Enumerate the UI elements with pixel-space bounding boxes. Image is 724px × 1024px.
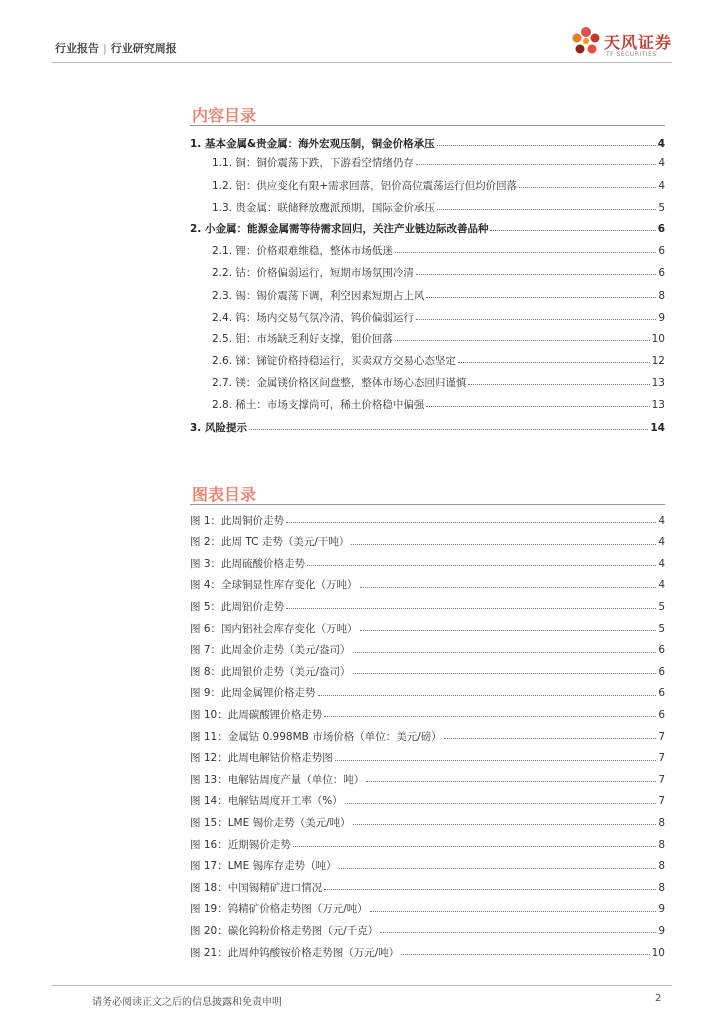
toc-entry[interactable] [212,307,665,323]
report-type: 行业报告 [55,42,99,55]
dot-leader [416,273,656,275]
figure-entry[interactable] [190,769,665,785]
toc-entry-text: 2.7. 镁：金属镁价格区间盘整，整体市场心态回归谨慎 [212,376,467,389]
figure-entry[interactable] [190,661,665,677]
figure-entry-text: 图 17：LME 锡库存走势（吨） [190,860,337,873]
toc-entry[interactable] [212,350,665,366]
toc-entry[interactable] [212,285,665,301]
figure-entry[interactable] [190,596,665,612]
toc-title: 内容目录 [192,106,257,125]
figure-entry-text: 图 10：此周碳酸锂价格走势 [190,708,323,721]
dot-leader [351,543,656,545]
toc-entry-page: 8 [658,289,665,302]
figure-entry-text: 图 12：此周电解钴价格走势图 [190,752,333,765]
figure-entry-page: 4 [658,514,665,527]
dot-leader [519,186,656,188]
report-subtype: 行业研究周报 [110,42,177,55]
dot-leader [360,629,657,631]
dot-leader [249,428,648,430]
logo-name-en: TF SECURITIES [606,51,657,58]
toc-entry-page: 6 [657,222,665,235]
figure-entry[interactable] [190,532,665,548]
figure-entry-text: 图 3：此周硫酸价格走势 [190,557,306,570]
figure-entry-text: 图 18：中国锡精矿进口情况 [190,881,323,894]
figure-entry-text: 图 21：此周仲钨酸铵价格走势图（万元/吨） [190,946,400,959]
disclaimer-footer: 请务必阅读正文之后的信息披露和免责申明 [92,997,282,1008]
toc-entry-text: 2.3. 锡：锡价震荡下调，利空因素短期占上风 [212,289,425,302]
figure-entry-page: 4 [658,536,665,549]
figure-entry[interactable] [190,920,665,936]
toc-entry-text: 2.2. 钴：价格偏弱运行，短期市场氛围冷清 [212,266,414,279]
dot-leader [293,845,657,847]
toc-entry-text: 2.4. 钨：场内交易气氛冷清，钨价偏弱运行 [212,311,414,324]
figure-entry-page: 7 [658,730,665,743]
figure-entry-text: 图 11：金属钴 0.998MB 市场价格（单位：美元/磅） [190,730,442,743]
toc-entry-text: 2.8. 稀土：市场支撑尚可，稀土价格稳中偏强 [212,398,425,411]
figure-title-rule [190,504,665,505]
figure-entry-page: 8 [658,881,665,894]
figure-entry-page: 9 [658,924,665,937]
figure-entry-text: 图 14：电解钴周度开工率（%） [190,795,343,808]
toc-entry[interactable] [212,197,665,213]
toc-entry-page: 14 [650,421,665,434]
dot-leader [426,405,649,407]
figure-entry-text: 图 1：此周铜价走势 [190,514,285,527]
dot-leader [416,318,656,320]
figure-entry-page: 7 [658,795,665,808]
figure-entry-page: 7 [658,773,665,786]
figure-entry[interactable] [190,618,665,634]
figure-entry[interactable] [190,856,665,872]
figure-entry-page: 5 [658,622,665,635]
figure-entry-page: 6 [658,644,665,657]
dot-leader [490,229,655,231]
dot-leader [307,564,656,566]
toc-entry-text: 2.6. 锑：锑锭价格持稳运行，买卖双方交易心态坚定 [212,354,456,367]
figure-entry-text: 图 5：此周铝价走势 [190,600,285,613]
dot-leader [370,910,657,912]
dot-leader [416,163,656,165]
page-number: 2 [655,993,662,1004]
toc-entry[interactable] [212,262,665,278]
toc-entry[interactable] [212,152,665,168]
dot-leader [353,651,657,653]
figure-entry-text: 图 8：此周银价走势（美元/盎司） [190,665,351,678]
dot-leader [324,715,656,717]
toc-entry-page: 6 [658,244,665,257]
dot-leader [318,694,657,696]
toc-title-rule [190,125,665,126]
figure-entry-page: 6 [658,687,665,700]
toc-entry-text: 2. 小金属：能源金属需等待需求回归，关注产业链边际改善品种 [190,222,489,235]
toc-entry-page: 12 [651,354,665,367]
toc-entry-page: 10 [651,332,665,345]
dot-leader [360,586,657,588]
company-logo [570,24,690,64]
toc-entry[interactable] [190,133,665,149]
figure-entry-text: 图 20：碳化钨粉价格走势图（元/千克） [190,924,379,937]
figure-entry[interactable] [190,899,665,915]
figure-entry-page: 8 [658,816,665,829]
dot-leader [380,931,656,933]
figure-entry[interactable] [190,510,665,526]
figure-entry[interactable] [190,834,665,850]
flower-logo-icon [570,24,602,60]
figure-entry-text: 图 7：此周金价走势（美元/盎司） [190,644,351,657]
figure-entry-text: 图 16：近期锡价走势 [190,838,291,851]
figure-entry[interactable] [190,748,665,764]
figure-entry-page: 6 [658,665,665,678]
dot-leader [401,953,649,955]
report-header [55,40,177,56]
figure-entry-page: 10 [651,946,665,959]
dot-leader [437,144,656,146]
toc-entry[interactable] [212,175,665,191]
dot-leader [286,607,656,609]
toc-entry-text: 1.3. 贵金属：联储释放鹰派预期，国际金价承压 [212,201,435,214]
toc-entry-text: 1.1. 铜：铜价震荡下跌，下游看空情绪仍存 [212,156,414,169]
figure-entry-text: 图 9：此周金属锂价格走势 [190,687,316,700]
toc-entry-page: 5 [658,201,665,214]
dot-leader [395,251,656,253]
toc-entry[interactable] [212,394,665,410]
toc-entry-page: 4 [658,156,665,169]
figure-entry-text: 图 13：电解钴周度产量（单位：吨） [190,773,365,786]
figure-entry[interactable] [190,812,665,828]
figure-entry[interactable] [190,704,665,720]
dot-leader [468,383,649,385]
dot-leader [353,672,657,674]
toc-entry[interactable] [190,218,665,234]
figure-entry[interactable] [190,683,665,699]
toc-entry[interactable] [212,328,665,344]
toc-entry-text: 2.5. 钼：市场缺乏利好支撑，钼价回落 [212,332,393,345]
figure-list-title: 图表目录 [192,485,257,504]
figure-entry-page: 6 [658,708,665,721]
logo-name-cn: 天风证券 [604,33,673,52]
toc-entry-page: 4 [657,137,665,150]
dot-leader [324,888,656,890]
figure-entry-page: 7 [658,752,665,765]
dot-leader [395,339,650,341]
toc-entry-page: 4 [658,179,665,192]
toc-entry-page: 13 [651,398,665,411]
toc-entry-page: 6 [658,266,665,279]
footer-rule [52,985,672,986]
figure-entry[interactable] [190,942,665,958]
dot-leader [437,208,656,210]
toc-entry-text: 3. 风险提示 [190,421,247,434]
figure-entry-text: 图 15：LME 锡价走势（美元/吨） [190,816,351,829]
toc-entry-text: 2.1. 锂：价格艰难维稳，整体市场低迷 [212,244,393,257]
toc-entry-page: 9 [658,311,665,324]
figure-entry[interactable] [190,726,665,742]
figure-entry[interactable] [190,640,665,656]
dot-leader [286,521,656,523]
dot-leader [335,759,657,761]
figure-entry-page: 4 [658,579,665,592]
toc-entry-text: 1. 基本金属&贵金属：海外宏观压制，铜金价格承压 [190,137,435,150]
figure-entry-text: 图 2：此周 TC 走势（美元/干吨） [190,536,350,549]
figure-entry[interactable] [190,877,665,893]
toc-entry-page: 13 [651,376,665,389]
figure-entry-page: 9 [658,903,665,916]
figure-entry-page: 5 [658,600,665,613]
dot-leader [458,361,650,363]
figure-entry[interactable] [190,791,665,807]
dot-leader [366,780,656,782]
figure-entry-text: 图 4：全球铜显性库存变化（万吨） [190,579,358,592]
dot-leader [444,737,657,739]
figure-entry-text: 图 19：钨精矿价格走势图（万元/吨） [190,903,368,916]
dot-leader [353,823,657,825]
toc-entry[interactable] [190,417,665,433]
figure-entry-text: 图 6：国内铝社会库存变化（万吨） [190,622,358,635]
toc-entry[interactable] [212,240,665,256]
header-separator: | [103,42,107,55]
figure-entry-page: 8 [658,838,665,851]
figure-entry-page: 4 [658,557,665,570]
toc-entry-text: 1.2. 铝：供应变化有限+需求回落，铝价高位震荡运行但均价回落 [212,179,518,192]
figure-entry[interactable] [190,575,665,591]
dot-leader [345,802,657,804]
dot-leader [339,867,657,869]
figure-entry[interactable] [190,553,665,569]
figure-entry-page: 8 [658,860,665,873]
dot-leader [426,296,656,298]
toc-entry[interactable] [212,372,665,388]
